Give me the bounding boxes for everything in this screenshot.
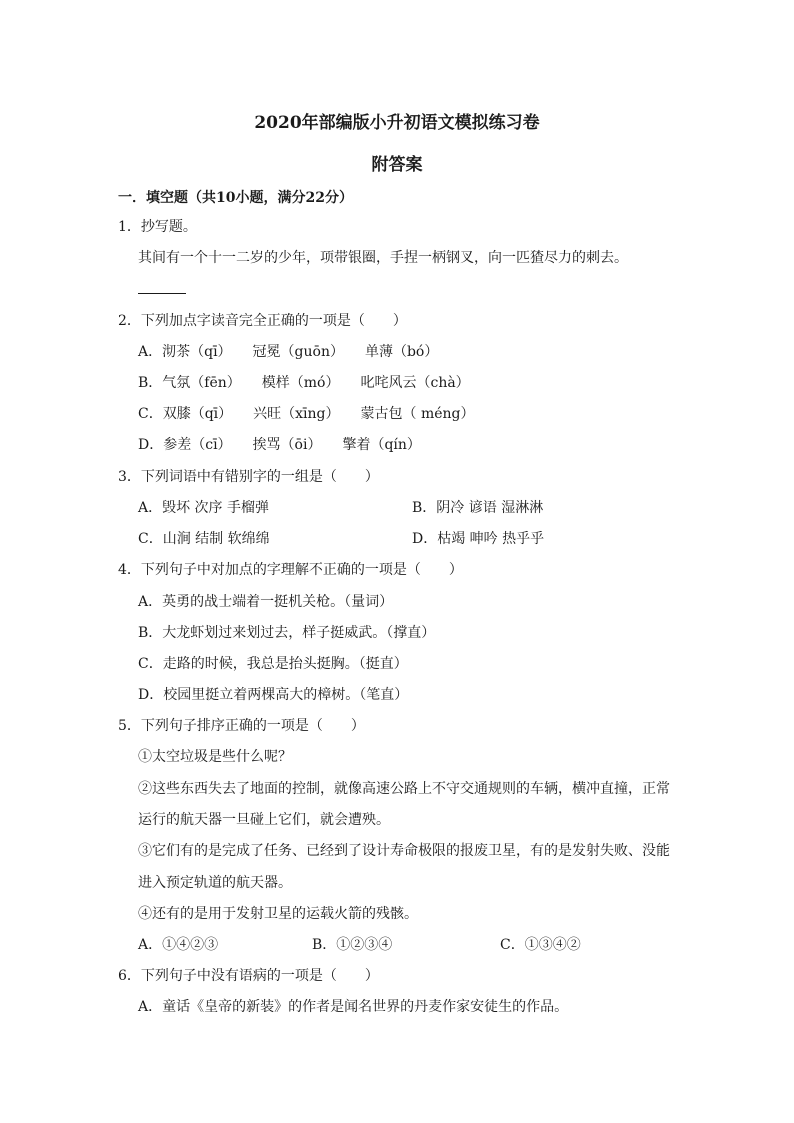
- question-3-stem: 3．下列词语中有错别字的一组是（ ）: [118, 469, 379, 485]
- question-4-stem: 4．下列句子中对加点的字理解不正确的一项是（ ）: [118, 562, 463, 578]
- question-5-sentence-1: ①太空垃圾是些什么呢？: [138, 749, 292, 765]
- question-4-option-c: C．走路的时候，我总是抬头挺胸。（挺直）: [138, 656, 408, 672]
- question-4-option-d: D．校园里挺立着两棵高大的樟树。（笔直）: [138, 687, 409, 703]
- page-title: 2020年部编版小升初语文模拟练习卷: [254, 113, 540, 133]
- question-3-option-a: A．毁坏 次序 手榴弹: [138, 500, 270, 516]
- question-3-option-c: C．山涧 结制 软绵绵: [138, 531, 270, 547]
- question-5-sentence-4: ④还有的是用于发射卫星的运载火箭的残骸。: [138, 906, 418, 922]
- question-5-option-c: C．①③④②: [500, 937, 581, 953]
- question-2-option-c: C．双膝（qī） 兴旺（xīng） 蒙古包（ méng）: [138, 406, 475, 422]
- question-1-stem: 1．抄写题。: [118, 219, 197, 235]
- question-5-option-b: B．①②③④: [312, 937, 393, 953]
- question-2-option-a: A．沏茶（qī） 冠冕（guōn） 单薄（bó）: [138, 344, 439, 360]
- question-2-option-d: D．参差（cī） 挨骂（ōi） 擎着（qín）: [138, 437, 421, 453]
- page-subtitle: 附答案: [371, 155, 423, 175]
- answer-blank: [138, 293, 186, 294]
- question-5-option-a: A．①④②③: [138, 937, 219, 953]
- question-4-option-b: B．大龙虾划过来划过去，样子挺威武。（撑直）: [138, 625, 436, 641]
- question-6-stem: 6．下列句子中没有语病的一项是（ ）: [118, 968, 379, 984]
- question-2-stem: 2．下列加点字读音完全正确的一项是（ ）: [118, 313, 407, 329]
- question-5-sentence-2-cont: 运行的航天器一旦碰上它们，就会遭殃。: [138, 812, 390, 828]
- question-5-stem: 5．下列句子排序正确的一项是（ ）: [118, 718, 365, 734]
- question-5-sentence-3: ③它们有的是完成了任务、已经到了设计寿命极限的报废卫星，有的是发射失败、没能: [138, 843, 670, 859]
- question-3-option-b: B．阴冷 谚语 湿淋淋: [412, 500, 544, 516]
- question-5-sentence-2: ②这些东西失去了地面的控制，就像高速公路上不守交通规则的车辆，横冲直撞，正常: [138, 781, 670, 797]
- question-4-option-a: A．英勇的战士端着一挺机关枪。（量词）: [138, 594, 394, 610]
- question-6-option-a: A．童话《皇帝的新装》的作者是闻名世界的丹麦作家安徒生的作品。: [138, 999, 569, 1015]
- question-1-text: 其间有一个十一二岁的少年，项带银圈，手捏一柄钢叉，向一匹猹尽力的刺去。: [138, 250, 628, 266]
- question-2-option-b: B．气氛（fēn） 模样（mó） 叱咤风云（chà）: [138, 375, 470, 391]
- section-heading: 一．填空题（共10小题，满分22分）: [118, 190, 353, 206]
- question-5-sentence-3-cont: 进入预定轨道的航天器。: [138, 875, 292, 891]
- question-3-option-d: D．枯竭 呻吟 热乎乎: [412, 531, 545, 547]
